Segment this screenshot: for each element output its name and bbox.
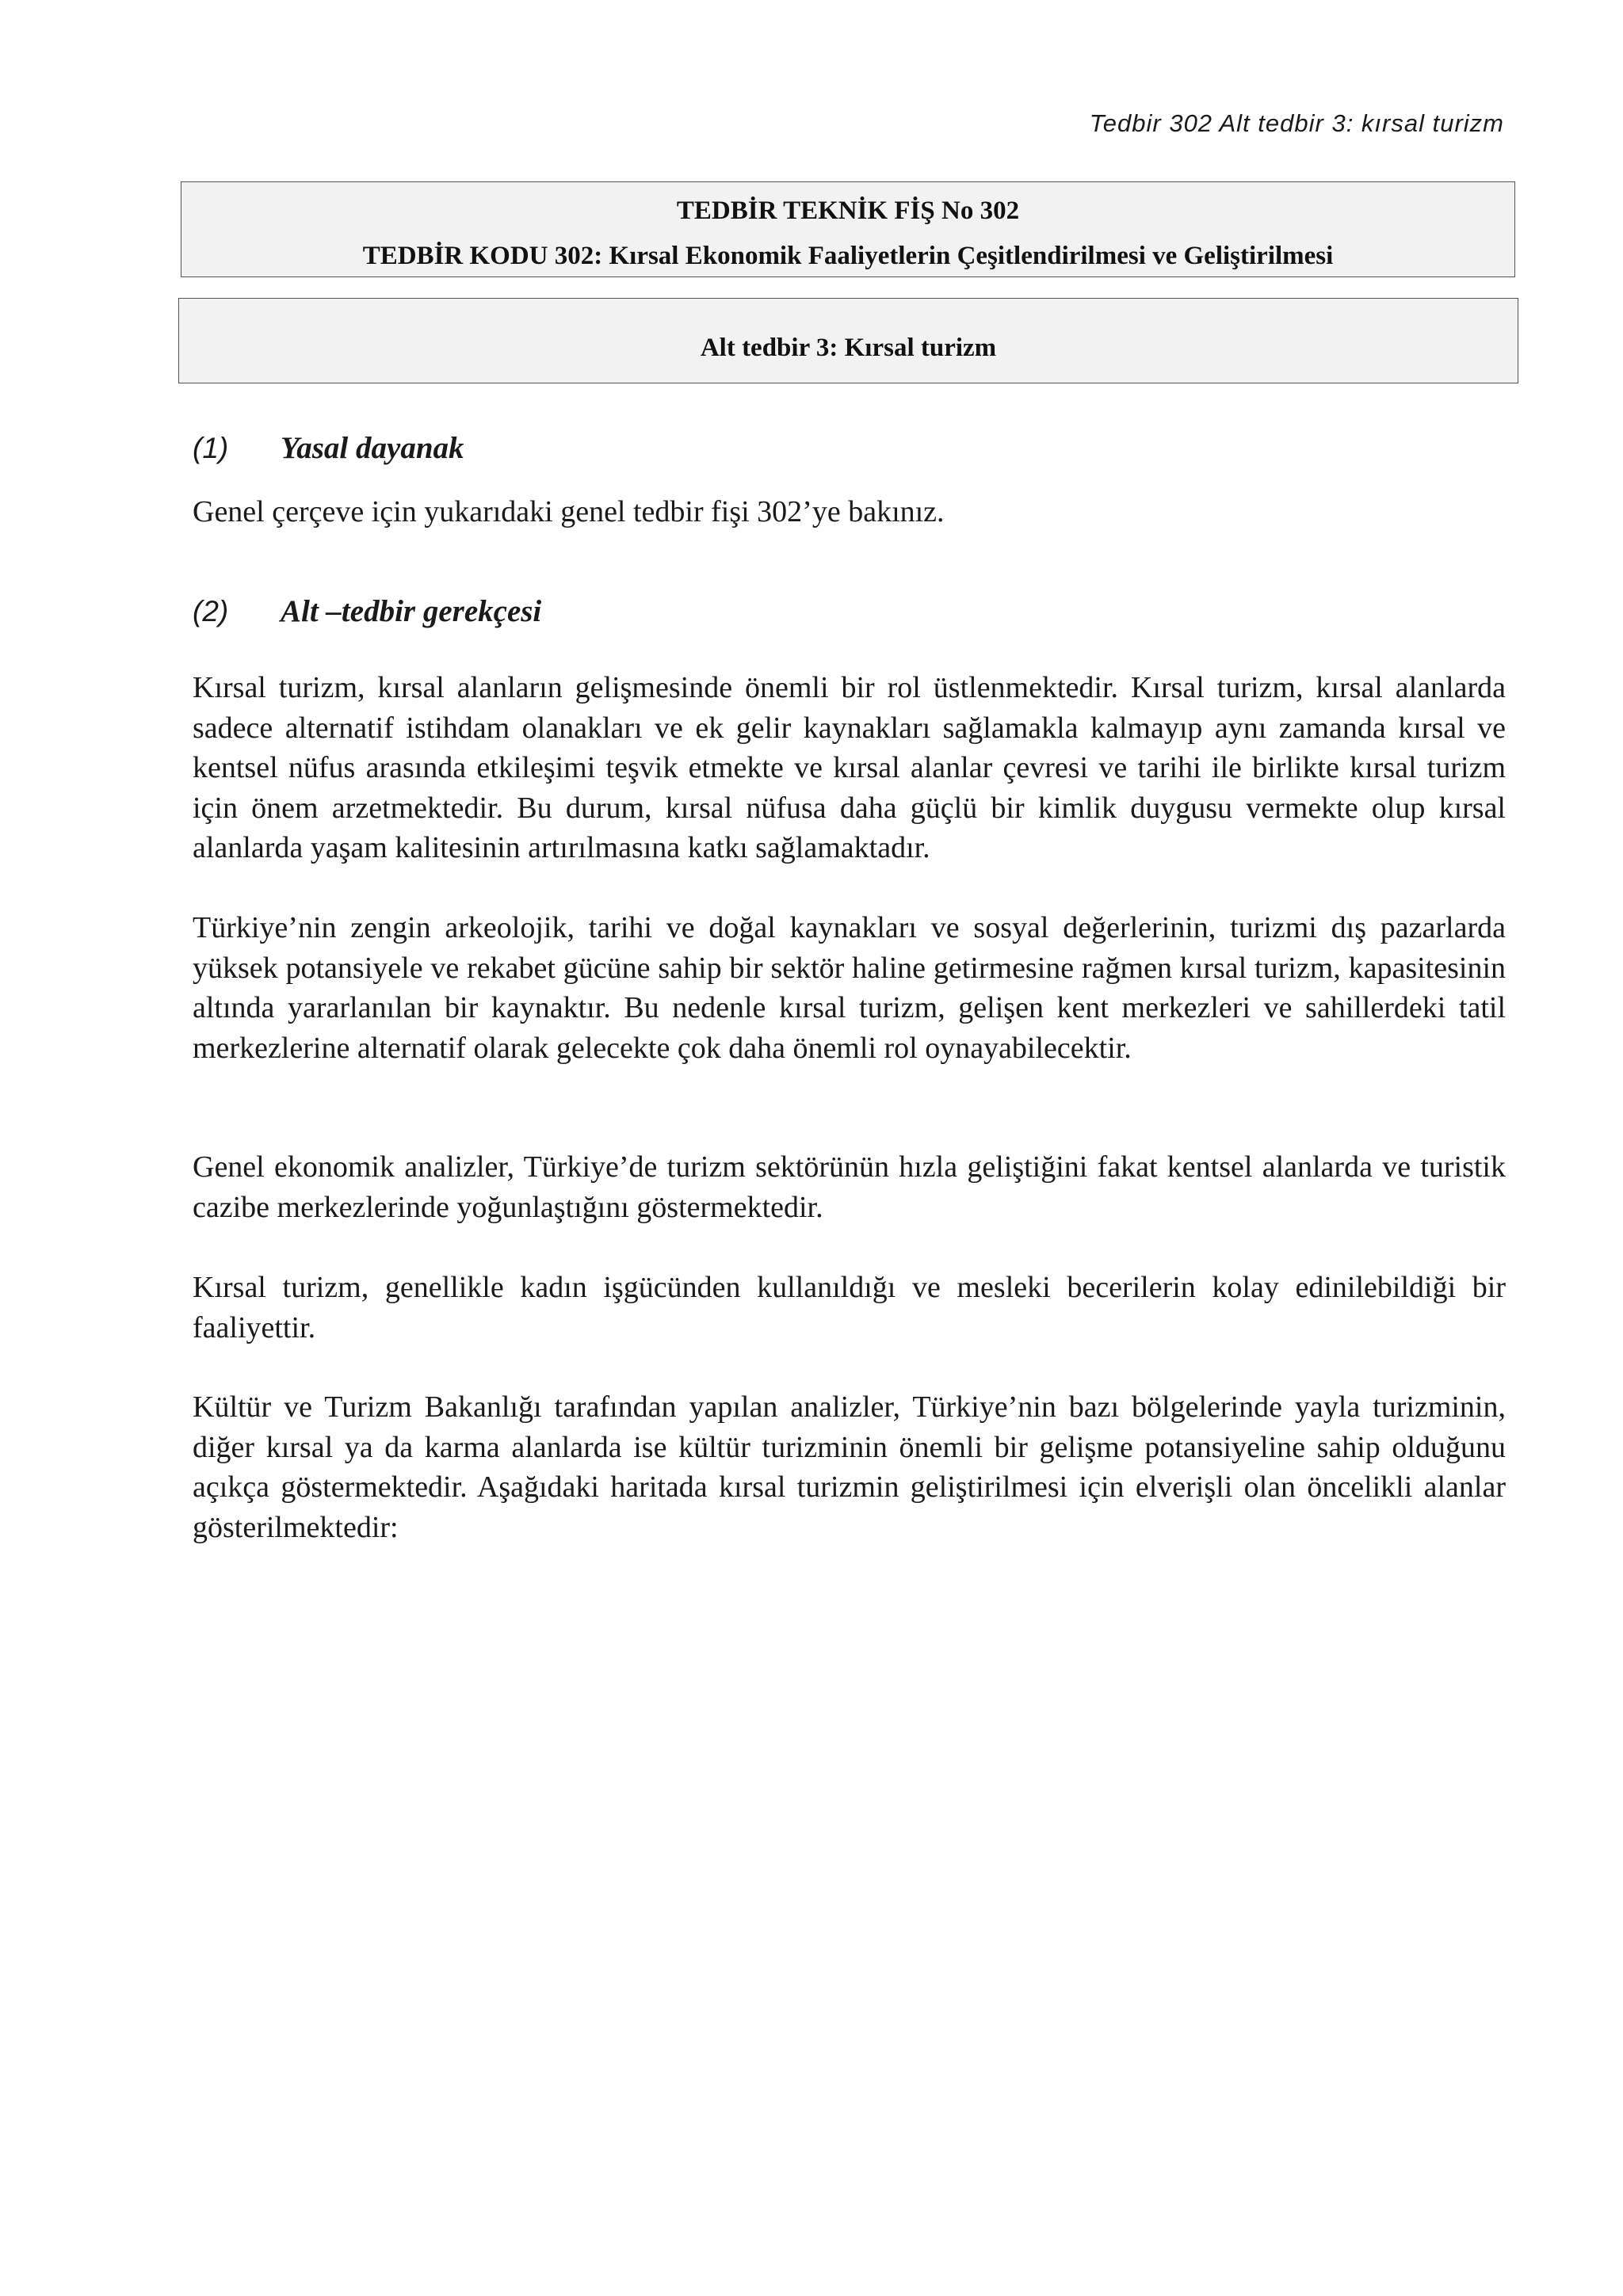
running-header: Tedbir 302 Alt tedbir 3: kırsal turizm [1089,109,1504,137]
section-heading-legal-basis [193,430,464,466]
measure-sheet-title: TEDBİR TEKNİK FİŞ No 302 [676,196,1020,225]
submeasure-box [178,298,1518,383]
paragraph: Kültür ve Turizm Bakanlığı tarafından yapılan analizler, Türkiye’nin bazı bölgelerinde yayla turizminin, diğer kırsal ya da karma alanlarda ise kültür turizminin önemli bir gelişme potansiyeline sahip olduğunu açıkça göstermektedir. Aşağıdaki haritada kırsal turizmin geliştirilmesi için elverişli olan öncelikli alanlar gösterilmektedir: [193,1390,1506,1544]
paragraph: Kırsal turizm, genellikle kadın işgücünden kullanıldığı ve mesleki becerilerin kolay edinilebildiği bir faaliyettir. [193,1271,1506,1344]
measure-code-title: TEDBİR KODU 302: Kırsal Ekonomik Faaliyetlerin Çeşitlendirilmesi ve Geliştirilmesi [362,242,1334,270]
submeasure-title: Alt tedbir 3: Kırsal turizm [700,334,997,362]
section-title: Yasal dayanak [281,431,464,465]
section-title: Alt –tedbir gerekçesi [281,594,542,628]
section-heading-rationale [193,593,541,629]
title-box [181,181,1515,277]
paragraph: Kırsal turizm, kırsal alanların gelişmesinde önemli bir rol üstlenmektedir. Kırsal turizm, kırsal alanlarda sadece alternatif istihdam olanakları ve ek gelir kaynakları sağlamakla kalmayıp aynı zamanda kırsal ve kentsel nüfus arasında etkileşimi teşvik etmekte ve kırsal alanlar çevresi ve tarihi ile birlikte kırsal turizm için önem arzetmektedir. Bu durum, kırsal nüfusa daha güçlü bir kimlik duygusu vermekte olup kırsal alanlarda yaşam kalitesinin artırılmasına katkı sağlamaktadır. [193,671,1506,864]
paragraph: Genel ekonomik analizler, Türkiye’de turizm sektörünün hızla geliştiğini fakat kentsel alanlarda ve turistik cazibe merkezlerinde yoğunlaştığını göstermektedir. [193,1150,1506,1224]
section-number: (2) [193,595,229,627]
paragraph: Türkiye’nin zengin arkeolojik, tarihi ve doğal kaynakları ve sosyal değerlerinin, turizmi dış pazarlarda yüksek potansiyele ve rekabet gücüne sahip bir sektör haline getirmesine rağmen kırsal turizm, kapasitesinin altında yararlanılan bir kaynaktır. Bu nedenle kırsal turizm, gelişen kent merkezleri ve sahillerdeki tatil merkezlerine alternatif olarak gelecekte çok daha önemli rol oynayabilecektir. [193,911,1506,1065]
paragraph: Genel çerçeve için yukarıdaki genel tedbir fişi 302’ye bakınız. [193,495,945,528]
section-number: (1) [193,432,229,464]
